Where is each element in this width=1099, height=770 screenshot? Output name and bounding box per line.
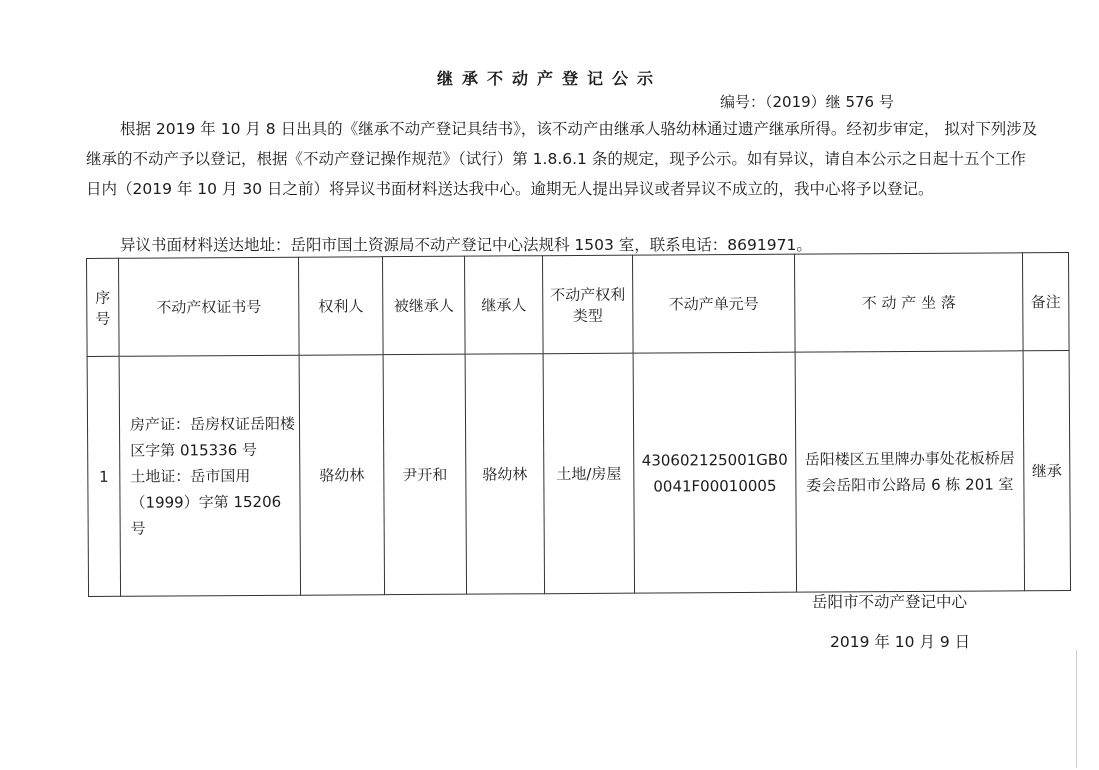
issuing-organization: 岳阳市不动产登记中心	[812, 593, 968, 611]
notice-paragraph: 根据 2019 年 10 月 8 日出具的《继承不动产登记具结书》，该不动产由继承人骆幼林通过遗产继承所得。经初步审定， 拟对下列涉及继承的不动产予以登记，根据《不动产登记操作规范》（试行）第 1.8.6.1 条的规定，现予公示。如有异议，请自本公示之日起十五个工作日内（2019 年 10 月 30 日之前）将异议书面材料送达我中心。逾期无人提出异议或者异议不成立的，我中心将予以登记。	[86, 120, 1038, 198]
document-number: 编号：（2019）继 576 号	[720, 93, 894, 111]
header-remark: 备注	[1022, 252, 1069, 350]
cell-right-type: 土地/房屋	[543, 353, 634, 594]
objection-address: 异议书面材料送达地址：岳阳市国土资源局不动产登记中心法规科 1503 室，联系电话：8691971。	[120, 236, 812, 254]
cell-location: 岳阳楼区五里牌办事处花板桥居委会岳阳市公路局 6 栋 201 室	[795, 351, 1024, 592]
header-cert-no: 不动产权证书号	[119, 257, 300, 356]
header-unit-no: 不动产单元号	[632, 254, 795, 353]
cell-unit-no: 430602125001GB00041F00010005	[633, 352, 796, 593]
cert-land: 土地证：岳市国用（1999）字第 15206 号	[130, 466, 282, 538]
cell-heir: 骆幼林	[465, 354, 544, 594]
cell-cert-no	[119, 355, 300, 596]
header-right-holder: 权利人	[298, 257, 383, 356]
cell-remark: 继承	[1023, 350, 1070, 590]
header-deceased: 被继承人	[382, 256, 465, 354]
cert-house: 房产证：岳房权证岳阳楼区字第 015336 号	[129, 414, 296, 460]
cell-deceased: 尹开和	[383, 354, 466, 594]
header-right-type: 不动产权利类型	[542, 255, 633, 354]
table-header-row	[87, 252, 1070, 356]
cell-seq: 1	[87, 356, 120, 596]
registration-table	[86, 252, 1071, 597]
header-heir: 继承人	[464, 256, 543, 354]
scan-edge-line	[1076, 650, 1077, 768]
header-seq: 序号	[87, 258, 120, 356]
table-row	[87, 350, 1070, 596]
cell-right-holder: 骆幼林	[299, 355, 384, 596]
header-location: 不 动 产 坐 落	[794, 253, 1023, 352]
notice-title: 继承不动产登记公示	[436, 69, 662, 88]
registration-table-wrapper	[86, 252, 1070, 597]
issue-date: 2019 年 10 月 9 日	[830, 633, 971, 651]
